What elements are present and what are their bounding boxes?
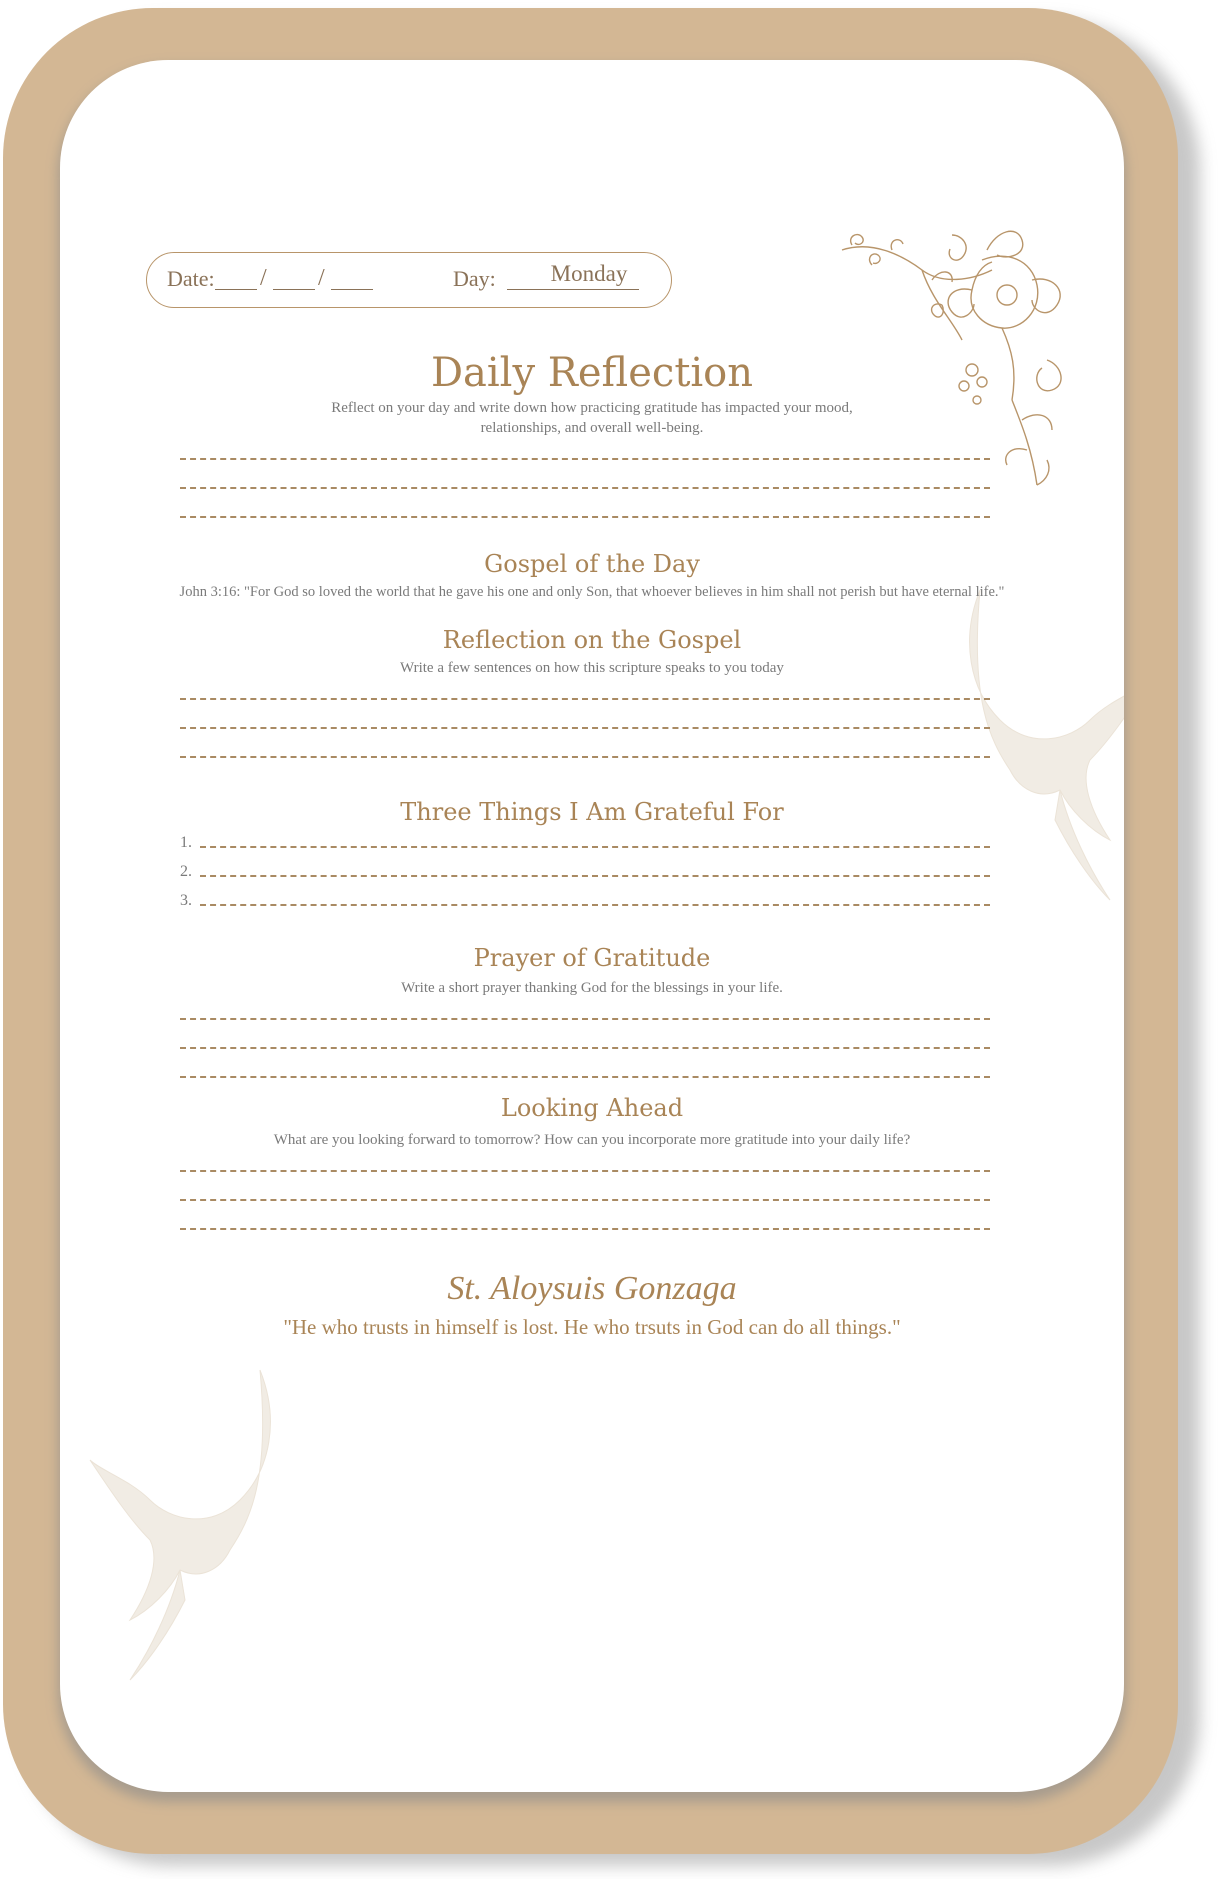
writing-line[interactable] <box>180 1170 990 1172</box>
gospel-verse: John 3:16: "For God so loved the world that he gave his one and only Son, that whoever believes in him shall not perish but have eternal life." <box>179 584 1005 600</box>
writing-line[interactable] <box>180 1047 990 1049</box>
writing-line[interactable] <box>180 1199 990 1201</box>
day-field-line <box>507 289 639 290</box>
grateful-item-3[interactable] <box>180 892 990 914</box>
date-month-field[interactable] <box>215 289 257 290</box>
writing-line[interactable] <box>180 458 990 460</box>
saint-quote: "He who trusts in himself is lost. He who trsuts in God can do all things." <box>283 1315 901 1339</box>
writing-line[interactable] <box>200 846 990 848</box>
journal-sheet <box>60 60 1124 1792</box>
writing-line[interactable] <box>180 698 990 700</box>
date-day-box <box>146 252 672 308</box>
gospel-reflection-prompt: Write a few sentences on how this scripture speaks to you today <box>400 660 784 676</box>
prayer-prompt: Write a short prayer thanking God for the blessings in your life. <box>401 980 783 996</box>
dove-watermark-icon <box>80 1360 300 1690</box>
grateful-item-2[interactable] <box>180 863 990 885</box>
writing-line[interactable] <box>180 516 990 518</box>
daily-reflection-prompt-line1: Reflect on your day and write down how practicing gratitude has impacted your mood, <box>331 400 853 416</box>
daily-reflection-prompt <box>60 398 1124 438</box>
saint-name: St. Aloysuis Gonzaga <box>447 1270 737 1307</box>
writing-line[interactable] <box>180 487 990 489</box>
looking-ahead-title: Looking Ahead <box>500 1094 684 1122</box>
writing-line[interactable] <box>180 1018 990 1020</box>
gospel-reflection-title: Reflection on the Gospel <box>442 626 742 654</box>
writing-line[interactable] <box>180 727 990 729</box>
daily-reflection-title: Daily Reflection <box>430 350 754 396</box>
grateful-item-number: 3. <box>180 892 192 909</box>
date-year-field[interactable] <box>331 289 373 290</box>
date-slash: / <box>318 265 325 291</box>
grateful-item-number: 1. <box>180 834 192 851</box>
writing-line[interactable] <box>180 1228 990 1230</box>
grateful-item-number: 2. <box>180 863 192 880</box>
prayer-title: Prayer of Gratitude <box>473 944 711 972</box>
date-slash: / <box>260 265 267 291</box>
looking-ahead-prompt: What are you looking forward to tomorrow? How can you incorporate more gratitude into your daily life? <box>273 1132 911 1148</box>
date-label: Date: <box>167 266 215 291</box>
daily-reflection-prompt-line2: relationships, and overall well-being. <box>480 420 704 436</box>
writing-line[interactable] <box>200 904 990 906</box>
grateful-item-1[interactable] <box>180 834 990 856</box>
grateful-title: Three Things I Am Grateful For <box>400 798 784 826</box>
gospel-title: Gospel of the Day <box>484 550 700 578</box>
date-day-field[interactable] <box>273 289 315 290</box>
writing-line[interactable] <box>180 1076 990 1078</box>
writing-line[interactable] <box>200 875 990 877</box>
day-value[interactable]: Monday <box>550 261 628 286</box>
writing-line[interactable] <box>180 756 990 758</box>
day-label: Day: <box>453 266 496 291</box>
